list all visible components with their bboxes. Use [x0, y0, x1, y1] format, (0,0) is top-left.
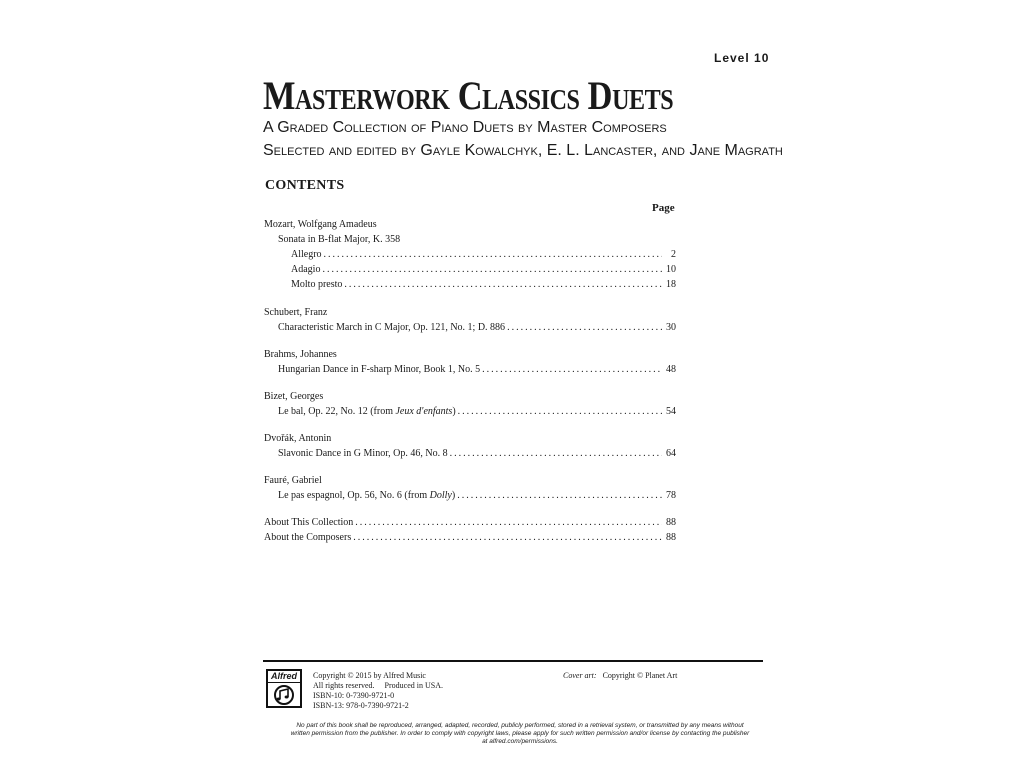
- isbn10-line: ISBN-10: 0-7390-9721-0: [313, 691, 395, 700]
- editors-line: Selected and edited by Gayle Kowalchyk, E. L. Lancaster, and Jane Magrath: [263, 142, 783, 159]
- entry-title: Characteristic March in C Major, Op. 121, No. 1; D. 886: [278, 322, 506, 333]
- dot-leader: [324, 247, 662, 262]
- entry-title: About the Composers: [264, 532, 352, 543]
- footer-divider: [263, 660, 763, 662]
- level-label: Level 10: [714, 51, 770, 65]
- entry-title: Adagio: [291, 264, 321, 275]
- book-title: Masterwork Classics Duets: [263, 73, 674, 118]
- cover-art-text: Copyright © Planet Art: [602, 671, 678, 680]
- entry-page: 2: [671, 249, 676, 260]
- toc-entry: [264, 446, 676, 461]
- music-note-icon: [271, 684, 297, 706]
- toc-entry-about-collection: [264, 515, 676, 530]
- composer-brahms: Brahms, Johannes: [264, 349, 337, 360]
- contents-heading: CONTENTS: [265, 178, 345, 193]
- copyright-line: Copyright © 2015 by Alfred Music: [313, 671, 426, 680]
- cover-art-label: Cover art:: [563, 671, 597, 680]
- alfred-logo-text: Alfred: [268, 671, 300, 683]
- dot-leader: [450, 446, 662, 461]
- entry-title: About This Collection: [264, 517, 354, 528]
- entry-title: Molto presto: [291, 279, 343, 290]
- page-column-label: Page: [652, 202, 675, 214]
- entry-title: Le bal, Op. 22, No. 12 (from Jeux d'enfants): [278, 406, 456, 417]
- composer-bizet: Bizet, Georges: [264, 391, 324, 402]
- toc-entry: [264, 488, 676, 503]
- composer-dvorak: Dvořák, Antonin: [264, 433, 332, 444]
- entry-title: Hungarian Dance in F-sharp Minor, Book 1, No. 5: [278, 364, 481, 375]
- entry-page: 18: [666, 279, 676, 290]
- entry-page: 30: [666, 322, 676, 333]
- entry-page: 88: [666, 517, 676, 528]
- dot-leader: [507, 320, 662, 335]
- entry-page: 10: [666, 264, 676, 275]
- entry-page: 88: [666, 532, 676, 543]
- alfred-logo: [266, 669, 302, 708]
- dot-leader: [482, 362, 662, 377]
- entry-title: Allegro: [291, 249, 322, 260]
- work-mozart-sonata: Sonata in B-flat Major, K. 358: [278, 234, 401, 245]
- entry-title: Slavonic Dance in G Minor, Op. 46, No. 8: [278, 448, 448, 459]
- isbn13-line: ISBN-13: 978-0-7390-9721-2: [313, 701, 409, 710]
- entry-page: 64: [666, 448, 676, 459]
- dot-leader: [353, 530, 662, 545]
- dot-leader: [322, 262, 662, 277]
- dot-leader: [344, 277, 662, 292]
- entry-page: 48: [666, 364, 676, 375]
- toc-entry: [264, 404, 676, 419]
- table-of-contents: [264, 217, 676, 545]
- entry-page: 78: [666, 490, 676, 501]
- dot-leader: [457, 488, 662, 503]
- entry-page: 54: [666, 406, 676, 417]
- toc-entry: [264, 247, 676, 262]
- toc-entry-about-composers: [264, 530, 676, 545]
- legal-notice: No part of this book shall be reproduced, arranged, adapted, recorded, publicly performed, stored in a retrieval system, or transmitted by any means without written permission from the publisher. In order to comply with copyright laws, please apply for such written permission and/or license by contacting the publisher at alfred.com/permissions.: [290, 722, 750, 745]
- toc-entry: [264, 320, 676, 335]
- copyright-block: [313, 671, 443, 711]
- composer-faure: Fauré, Gabriel: [264, 475, 322, 486]
- entry-title: Le pas espagnol, Op. 56, No. 6 (from Dolly): [278, 490, 456, 501]
- toc-entry: [264, 362, 676, 377]
- dot-leader: [355, 515, 662, 530]
- composer-schubert: Schubert, Franz: [264, 307, 328, 318]
- composer-mozart: Mozart, Wolfgang Amadeus: [264, 219, 377, 230]
- toc-entry: [264, 262, 676, 277]
- rights-line: All rights reserved. Produced in USA.: [313, 681, 443, 690]
- dot-leader: [458, 404, 662, 419]
- book-subtitle: A Graded Collection of Piano Duets by Master Composers: [263, 119, 667, 136]
- toc-entry: [264, 277, 676, 292]
- cover-art-credit: [563, 671, 677, 680]
